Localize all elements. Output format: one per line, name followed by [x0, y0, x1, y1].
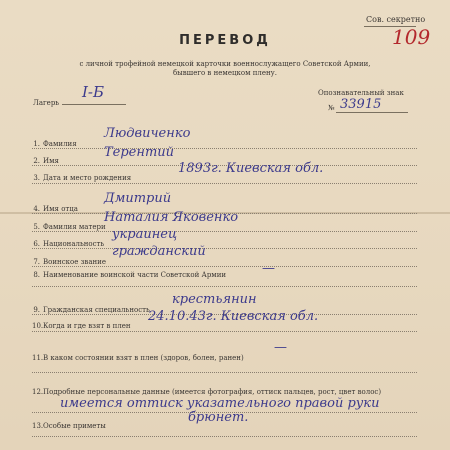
field-number: 8.	[33, 271, 40, 279]
field-number: 13.	[32, 422, 44, 430]
field-label-personal-data	[32, 388, 381, 396]
camp-value: I-Б	[82, 83, 105, 101]
ident-underline	[336, 112, 408, 113]
field-separator	[32, 331, 417, 332]
field-label-nationality	[32, 240, 104, 248]
field-number: 5.	[33, 223, 40, 231]
field-separator	[32, 248, 417, 249]
field-label-text: Гражданская специальность	[43, 306, 150, 314]
field-label-civil-profession	[32, 306, 150, 314]
field-number: 7.	[33, 258, 40, 266]
field-separator	[32, 286, 417, 287]
field-label-text: В каком состоянии взят в плен (здоров, болен, ранен)	[43, 354, 244, 362]
field-number: 11.	[32, 354, 44, 362]
field-separator	[32, 436, 417, 437]
field-value-capture-date-place: 24.10.43г. Киевская обл.	[148, 309, 319, 324]
field-label-military-unit	[32, 271, 226, 279]
field-number: 2.	[33, 157, 40, 165]
field-label-text: Дата и место рождения	[43, 174, 132, 182]
field-label-text: Воинское звание	[43, 258, 106, 266]
field-label-text: Имя	[43, 157, 59, 165]
field-value-nationality: украинец	[112, 227, 178, 242]
field-label-text: Подробные персональные данные (имеется фотография, оттиск пальцев, рост, цвет волос)	[43, 388, 382, 396]
field-separator	[32, 148, 417, 149]
field-number: 12.	[32, 388, 44, 396]
field-label-special-marks	[32, 422, 106, 430]
field-label-text: Фамилия матери	[43, 223, 106, 231]
field-label-mother-surname	[32, 223, 106, 231]
field-value-capture-condition: —	[274, 340, 287, 355]
field-label-text: Наименование воинской части Советской Армии	[43, 271, 227, 279]
field-separator	[32, 372, 417, 373]
document-subtitle-line2: бывшего в немецком плену.	[172, 69, 278, 77]
field-value-civil-profession: крестьянин	[172, 292, 257, 307]
field-label-birth-date-place	[32, 174, 131, 182]
field-value-personal-data: имеется оттиск указательного правой руки	[60, 396, 380, 411]
field-value-special-marks: брюнет.	[188, 410, 249, 425]
field-label-surname	[32, 140, 77, 148]
field-number: 4.	[33, 205, 40, 213]
camp-label: Лагерь	[33, 99, 60, 107]
field-label-text: Национальность	[43, 240, 105, 248]
field-value-surname: Людвиченко	[104, 126, 191, 141]
field-value-military-unit: —	[262, 261, 275, 276]
field-value-mother-surname: Наталия Яковенко	[104, 210, 239, 225]
field-label-text: Когда и где взят в плен	[43, 322, 131, 330]
ident-label: Опознавательный знак	[318, 89, 404, 97]
ident-value: 33915	[340, 97, 382, 112]
field-number: 6.	[33, 240, 40, 248]
field-label-father-name	[32, 205, 78, 213]
field-value-military-rank: гражданский	[112, 244, 206, 259]
ident-number-sign: №	[328, 104, 335, 112]
field-separator	[32, 266, 417, 267]
field-number: 10.	[32, 322, 44, 330]
classification-stamp: Сов. секретно	[366, 15, 426, 24]
field-label-text: Имя отца	[43, 205, 78, 213]
field-number: 1.	[33, 140, 40, 148]
field-label-text: Фамилия	[43, 140, 77, 148]
field-number: 9.	[33, 306, 40, 314]
field-value-first-name: Терентий	[104, 145, 175, 160]
field-label-capture-condition	[32, 354, 244, 362]
field-label-military-rank	[32, 258, 106, 266]
field-separator	[32, 231, 417, 232]
document-subtitle-line1: с личной трофейной немецкой карточки военнослужащего Советской Армии,	[79, 60, 371, 68]
field-value-father-name: Дмитрий	[104, 191, 172, 206]
field-number: 3.	[33, 174, 40, 182]
field-label-first-name	[32, 157, 59, 165]
field-separator	[32, 183, 417, 184]
field-label-text: Особые приметы	[43, 422, 106, 430]
field-label-capture-date-place	[32, 322, 131, 330]
page-number: 109	[392, 25, 431, 49]
document-title: ПЕРЕВОД	[179, 33, 271, 48]
field-value-birth-date-place: 1893г. Киевская обл.	[178, 161, 324, 176]
camp-underline	[62, 104, 126, 105]
